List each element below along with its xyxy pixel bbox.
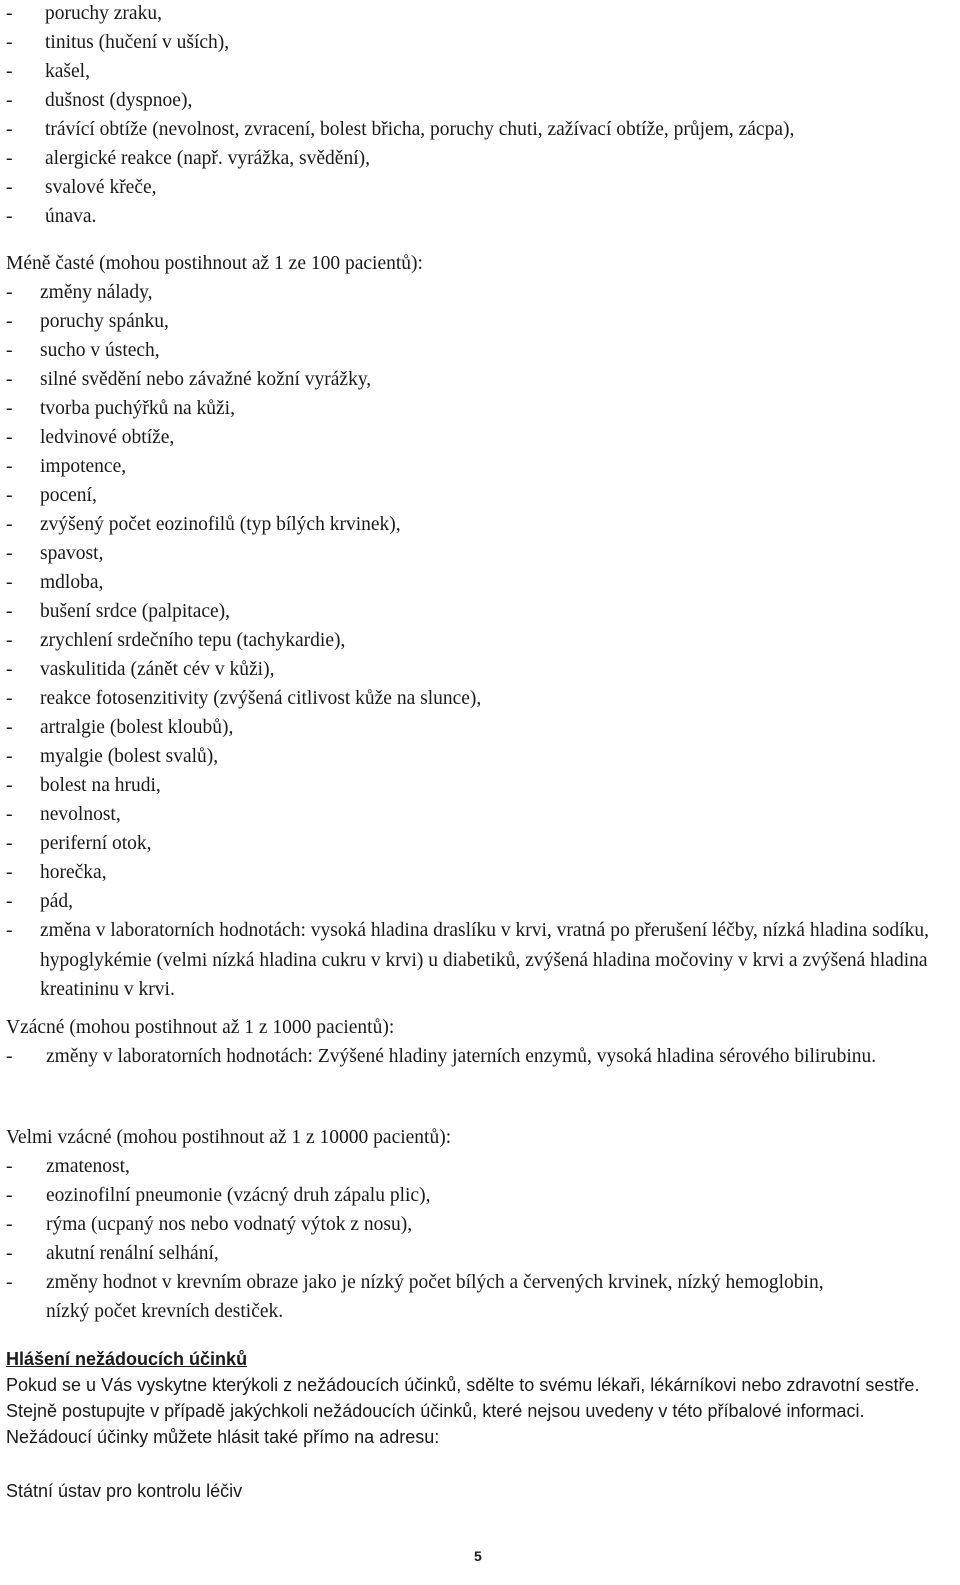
bullet: - — [6, 891, 13, 912]
bullet: - — [6, 833, 13, 854]
institution-name: Státní ústav pro kontrolu léčiv — [6, 1481, 243, 1501]
list-item: - trávící obtíže (nevolnost, zvracení, bolest břicha, poruchy chuti, zažívací obtíže, průjem, zácpa), — [6, 115, 794, 144]
bullet: - — [6, 514, 13, 535]
list-item: - eozinofilní pneumonie (vzácný druh zápalu plic), — [6, 1181, 866, 1210]
side-effects-list-uncommon — [6, 278, 951, 1005]
list-item: - spavost, — [6, 539, 951, 568]
list-item: - horečka, — [6, 858, 951, 887]
bullet: - — [6, 427, 13, 448]
bullet: - — [6, 862, 13, 883]
list-item: - reakce fotosenzitivity (zvýšená citlivost kůže na slunce), — [6, 684, 951, 713]
bullet: - — [6, 543, 13, 564]
list-item: - artralgie (bolest kloubů), — [6, 713, 951, 742]
list-item: - akutní renální selhání, — [6, 1239, 866, 1268]
bullet: - — [6, 119, 13, 140]
list-item: - zrychlení srdečního tepu (tachykardie), — [6, 626, 951, 655]
bullet: - — [6, 177, 13, 198]
bullet: - — [6, 630, 13, 651]
section-heading-very-rare: Velmi vzácné (mohou postihnout až 1 z 10000 pacientů): — [6, 1127, 452, 1148]
bullet: - — [6, 90, 13, 111]
list-item: - mdloba, — [6, 568, 951, 597]
bullet: - — [6, 775, 13, 796]
section-heading-rare: Vzácné (mohou postihnout až 1 z 1000 pacientů): — [6, 1017, 395, 1038]
page-number: 5 — [474, 1548, 482, 1564]
bullet: - — [6, 206, 13, 227]
bullet: - — [6, 659, 13, 680]
list-item: - bolest na hrudi, — [6, 771, 951, 800]
bullet: - — [6, 688, 13, 709]
bullet: - — [6, 1214, 13, 1235]
list-item: - bušení srdce (palpitace), — [6, 597, 951, 626]
bullet: - — [6, 1272, 13, 1293]
list-item: - zvýšený počet eozinofilů (typ bílých krvinek), — [6, 510, 951, 539]
list-item: - zmatenost, — [6, 1152, 866, 1181]
list-item: - ledvinové obtíže, — [6, 423, 951, 452]
list-item: - alergické reakce (např. vyrážka, svědění), — [6, 144, 794, 173]
list-item: - nevolnost, — [6, 800, 951, 829]
list-item: - změny v laboratorních hodnotách: Zvýšené hladiny jaterních enzymů, vysoká hladina sérového bilirubinu. — [6, 1042, 941, 1071]
reporting-paragraph: Pokud se u Vás vyskytne kterýkoli z nežádoucích účinků, sdělte to svému lékaři, lékárníkovi nebo zdravotní sestře. Stejně postupujte v případě jakýchkoli nežádoucích účinků, které nejsou uvedeny v této příbalové informaci. Nežádoucí účinky můžete hlásit také přímo na adresu: — [6, 1375, 920, 1447]
list-item: - kašel, — [6, 57, 794, 86]
bullet: - — [6, 485, 13, 506]
list-item: - svalové křeče, — [6, 173, 794, 202]
list-item: - tvorba puchýřků na kůži, — [6, 394, 951, 423]
list-item: - změny nálady, — [6, 278, 951, 307]
side-effects-list-rare — [6, 1042, 941, 1071]
list-item: - změna v laboratorních hodnotách: vysoká hladina draslíku v krvi, vratná po přerušení léčby, nízká hladina sodíku, hypoglykémie (velmi nízká hladina cukru v krvi) u diabetiků, zvýšená hladina močoviny v krvi a zvýšená hladina kreatininu v krvi. — [6, 916, 951, 1005]
list-item: - únava. — [6, 202, 794, 231]
bullet: - — [6, 920, 13, 941]
bullet: - — [6, 1185, 13, 1206]
bullet: - — [6, 340, 13, 361]
list-item: - myalgie (bolest svalů), — [6, 742, 951, 771]
list-item: - tinitus (hučení v uších), — [6, 28, 794, 57]
side-effects-list-very-rare — [6, 1152, 866, 1326]
bullet: - — [6, 456, 13, 477]
section-heading-uncommon: Méně časté (mohou postihnout až 1 ze 100 pacientů): — [6, 253, 423, 274]
bullet: - — [6, 311, 13, 332]
bullet: - — [6, 3, 13, 24]
list-item: - změny hodnot v krevním obraze jako je nízký počet bílých a červených krvinek, nízký hemoglobin, nízký počet krevních destiček. — [6, 1268, 866, 1326]
side-effects-list-common — [6, 0, 794, 231]
bullet: - — [6, 601, 13, 622]
bullet: - — [6, 282, 13, 303]
list-item: - sucho v ústech, — [6, 336, 951, 365]
list-item: - pocení, — [6, 481, 951, 510]
bullet: - — [6, 746, 13, 767]
bullet: - — [6, 804, 13, 825]
list-item: - impotence, — [6, 452, 951, 481]
list-item: - periferní otok, — [6, 829, 951, 858]
list-item: - vaskulitida (zánět cév v kůži), — [6, 655, 951, 684]
bullet: - — [6, 398, 13, 419]
list-item: - poruchy spánku, — [6, 307, 951, 336]
bullet: - — [6, 1046, 13, 1067]
list-item: - silné svědění nebo závažné kožní vyrážky, — [6, 365, 951, 394]
list-item: - pád, — [6, 887, 951, 916]
bullet: - — [6, 572, 13, 593]
bullet: - — [6, 369, 13, 390]
bullet: - — [6, 61, 13, 82]
bullet: - — [6, 717, 13, 738]
list-item: - dušnost (dyspnoe), — [6, 86, 794, 115]
bullet: - — [6, 1243, 13, 1264]
list-item: - rýma (ucpaný nos nebo vodnatý výtok z nosu), — [6, 1210, 866, 1239]
bullet: - — [6, 1156, 13, 1177]
bullet: - — [6, 32, 13, 53]
bullet: - — [6, 148, 13, 169]
section-title-reporting: Hlášení nežádoucích účinků — [6, 1349, 248, 1369]
list-item: - poruchy zraku, — [6, 0, 794, 28]
